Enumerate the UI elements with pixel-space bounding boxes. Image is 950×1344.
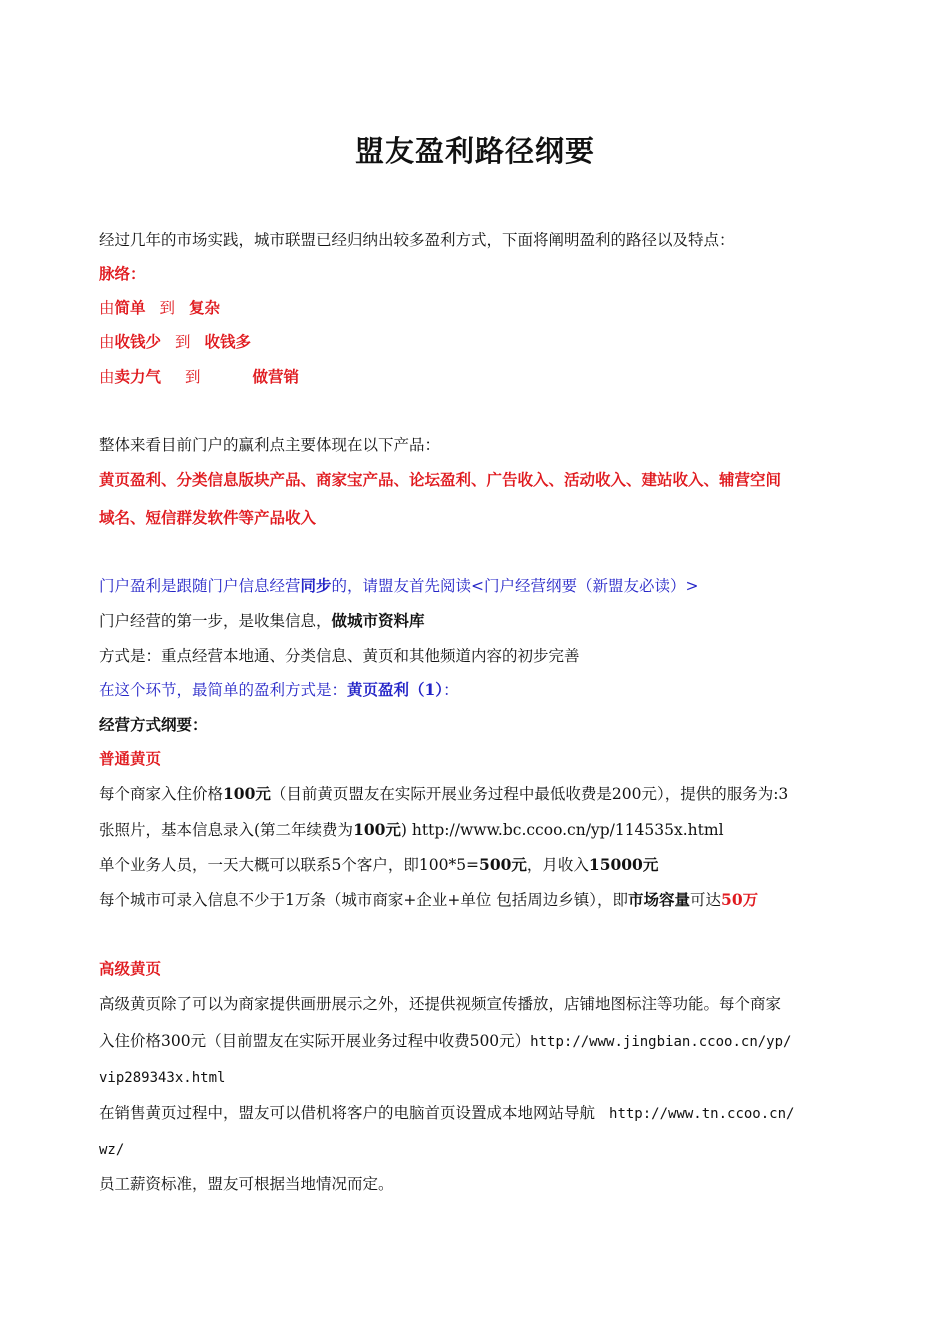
- vein-b: 做营销: [252, 367, 300, 386]
- vein-b: 收钱多: [204, 332, 252, 351]
- advanced-yp-line-2: [99, 1029, 791, 1054]
- vein-row-3: [99, 365, 299, 389]
- simplest-pre: 在这个环节，最简单的盈利方式是：: [99, 681, 348, 699]
- products-line-2: 域名、短信群发软件等产品收入: [99, 508, 317, 527]
- method-text: 方式是：重点经营本地通、分类信息、黄页和其他频道内容的初步完善: [99, 647, 580, 665]
- nav-setup-text: 在销售黄页过程中，盟友可以借机将客户的电脑首页设置成本地网站导航: [99, 1104, 596, 1122]
- price-note: （目前黄页盟友在实际开展业务过程中最低收费是200元），提供的服务为:3: [270, 785, 789, 803]
- capacity-value: 50万: [721, 890, 759, 909]
- advanced-price-text: 入住价格300元（目前盟友在实际开展业务过程中收费500元）: [99, 1032, 531, 1050]
- sync-post: 的，请盟友首先阅读<门户经营纲要（新盟友必读）>: [331, 577, 699, 595]
- intro-text: 经过几年的市场实践，城市联盟已经归纳出较多盈利方式，下面将阐明盈利的路径以及特点：: [99, 231, 735, 249]
- products-line-1: 黄页盈利、分类信息版块产品、商家宝产品、论坛盈利、广告收入、活动收入、建站收入、辅营空间: [99, 470, 782, 489]
- sync-pre: 门户盈利是跟随门户信息经营: [99, 577, 301, 595]
- renewal-close: ): [400, 821, 407, 839]
- overview-text: 整体来看目前门户的赢利点主要体现在以下产品：: [99, 436, 441, 454]
- daily-income: 500元: [479, 855, 527, 874]
- price-label: 每个商家入住价格: [99, 785, 224, 803]
- capacity-text: 每个城市可录入信息不少于1万条（城市商家+企业+单位 包括周边乡镇），即: [99, 891, 629, 909]
- first-step-text: [99, 609, 425, 633]
- vein-to: 到: [159, 299, 176, 317]
- outline-heading: 经营方式纲要：: [99, 715, 208, 734]
- vein-row-2: [99, 330, 251, 354]
- vein-row-1: [99, 296, 220, 320]
- normal-yp-line-3: [99, 853, 658, 877]
- vein-from: 由: [99, 299, 115, 317]
- daily-calc: 单个业务人员，一天大概可以联系5个客户，即100*5=: [99, 856, 480, 874]
- first-step-bold: 做城市资料库: [331, 611, 425, 630]
- capacity-bold: 市场容量: [628, 890, 691, 909]
- normal-yp-heading: 普通黄页: [99, 749, 162, 768]
- vein-to: 到: [185, 368, 201, 386]
- advanced-yp-line-1: 高级黄页除了可以为商家提供画册展示之外，还提供视频宣传播放，店铺地图标注等功能。每个商家: [99, 995, 782, 1013]
- normal-yp-line-2: [99, 818, 724, 842]
- simplest-text: [99, 678, 459, 702]
- price-value: 100元: [223, 784, 271, 803]
- vein-from: 由: [99, 368, 115, 386]
- advanced-yp-heading: 高级黄页: [99, 959, 162, 978]
- example-link[interactable]: http://www.bc.ccoo.cn/yp/114535x.html: [411, 821, 724, 839]
- renewal-price: 100元: [353, 820, 401, 839]
- normal-yp-line-1: [99, 782, 788, 806]
- renewal-label: 张照片，基本信息录入(第二年续费为: [99, 821, 354, 839]
- vein-b: 复杂: [189, 298, 221, 317]
- vein-from: 由: [99, 333, 115, 351]
- first-step-pre: 门户经营的第一步，是收集信息，: [99, 612, 332, 630]
- vein-heading: 脉络：: [99, 264, 146, 283]
- vein-to: 到: [175, 333, 191, 351]
- advanced-yp-line-4: [99, 1101, 794, 1126]
- nav-link[interactable]: http://www.tn.ccoo.cn/: [609, 1106, 795, 1122]
- monthly-income: 15000元: [588, 855, 659, 874]
- normal-yp-line-4: [99, 888, 758, 912]
- nav-link-cont[interactable]: wz/: [99, 1142, 125, 1158]
- vein-a: 卖力气: [114, 367, 162, 386]
- capacity-mid: 可达: [690, 891, 722, 909]
- monthly-label: ，月收入: [526, 856, 589, 874]
- sync-note: [99, 574, 699, 598]
- advanced-link[interactable]: http://www.jingbian.ccoo.cn/yp/: [530, 1034, 792, 1050]
- document-title: 盟友盈利路径纲要: [354, 134, 595, 168]
- vein-a: 简单: [114, 298, 146, 317]
- simplest-bold: 黄页盈利（1）: [347, 680, 444, 699]
- vein-a: 收钱少: [114, 332, 162, 351]
- simplest-post: ：: [443, 681, 459, 699]
- sync-bold: 同步: [300, 576, 332, 595]
- salary-note: 员工薪资标准，盟友可根据当地情况而定。: [99, 1175, 394, 1193]
- advanced-link-cont[interactable]: vip289343x.html: [99, 1070, 226, 1086]
